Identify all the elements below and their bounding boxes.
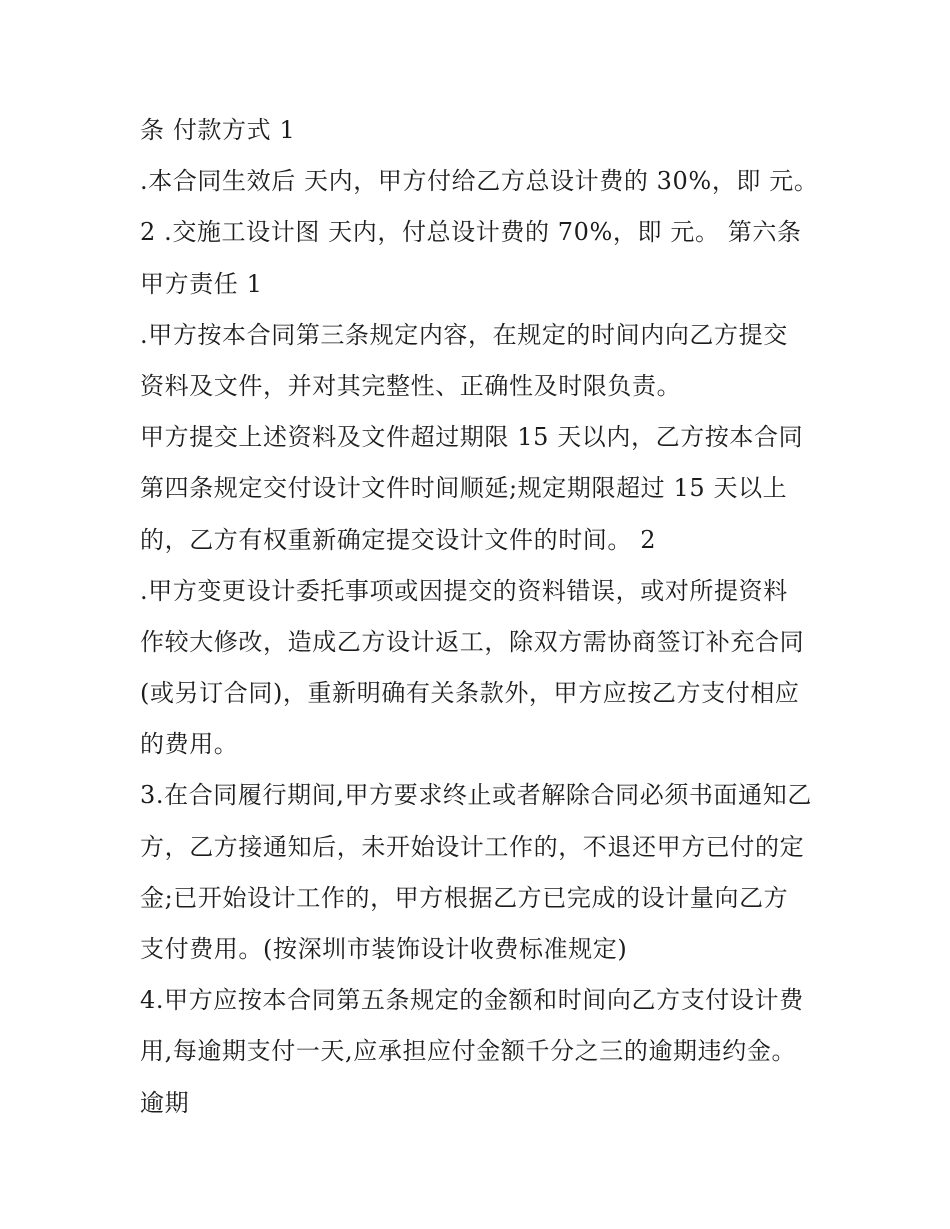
- text-line: 甲方提交上述资料及文件超过期限 15 天以内，乙方按本合同: [140, 423, 804, 452]
- text-line: 作较大修改，造成乙方设计返工，除双方需协商签订补充合同: [140, 627, 805, 656]
- text-line: .甲方变更设计委托事项或因提交的资料错误，或对所提资料: [140, 576, 788, 605]
- text-line: 3.在合同履行期间,甲方要求终止或者解除合同必须书面通知乙: [140, 781, 812, 810]
- text-line: 甲方责任 1: [140, 269, 263, 298]
- text-line: 金;已开始设计工作的，甲方根据乙方已完成的设计量向乙方: [140, 883, 789, 912]
- text-line: 第四条规定交付设计文件时间顺延;规定期限超过 15 天以上: [140, 474, 788, 503]
- text-line: 4.甲方应按本合同第五条规定的金额和时间向乙方支付设计费: [140, 986, 804, 1015]
- text-line: 支付费用。(按深圳市装饰设计收费标准规定): [140, 935, 628, 963]
- text-line: 方，乙方接通知后，未开始设计工作的，不退还甲方已付的定: [140, 832, 805, 861]
- text-line: 的，乙方有权重新确定提交设计文件的时间。 2: [140, 525, 657, 554]
- text-line: 逾期: [140, 1088, 190, 1117]
- text-line: .甲方按本合同第三条规定内容，在规定的时间内向乙方提交: [140, 320, 788, 349]
- contract-text: [140, 108, 830, 1132]
- text-line: 的费用。: [140, 730, 239, 759]
- text-line: (或另订合同)，重新明确有关条款外，甲方应按乙方支付相应: [140, 679, 800, 708]
- text-line: 2 .交施工设计图 天内，付总设计费的 70%，即 元。 第六条: [140, 218, 802, 247]
- text-line: 条 付款方式 1: [140, 116, 296, 144]
- text-line: .本合同生效后 天内，甲方付给乙方总设计费的 30%，即 元。: [140, 167, 819, 196]
- text-line: 资料及文件，并对其完整性、正确性及时限负责。: [140, 371, 682, 400]
- text-line: 用,每逾期支付一天,应承担应付金额千分之三的逾期违约金。: [140, 1037, 797, 1066]
